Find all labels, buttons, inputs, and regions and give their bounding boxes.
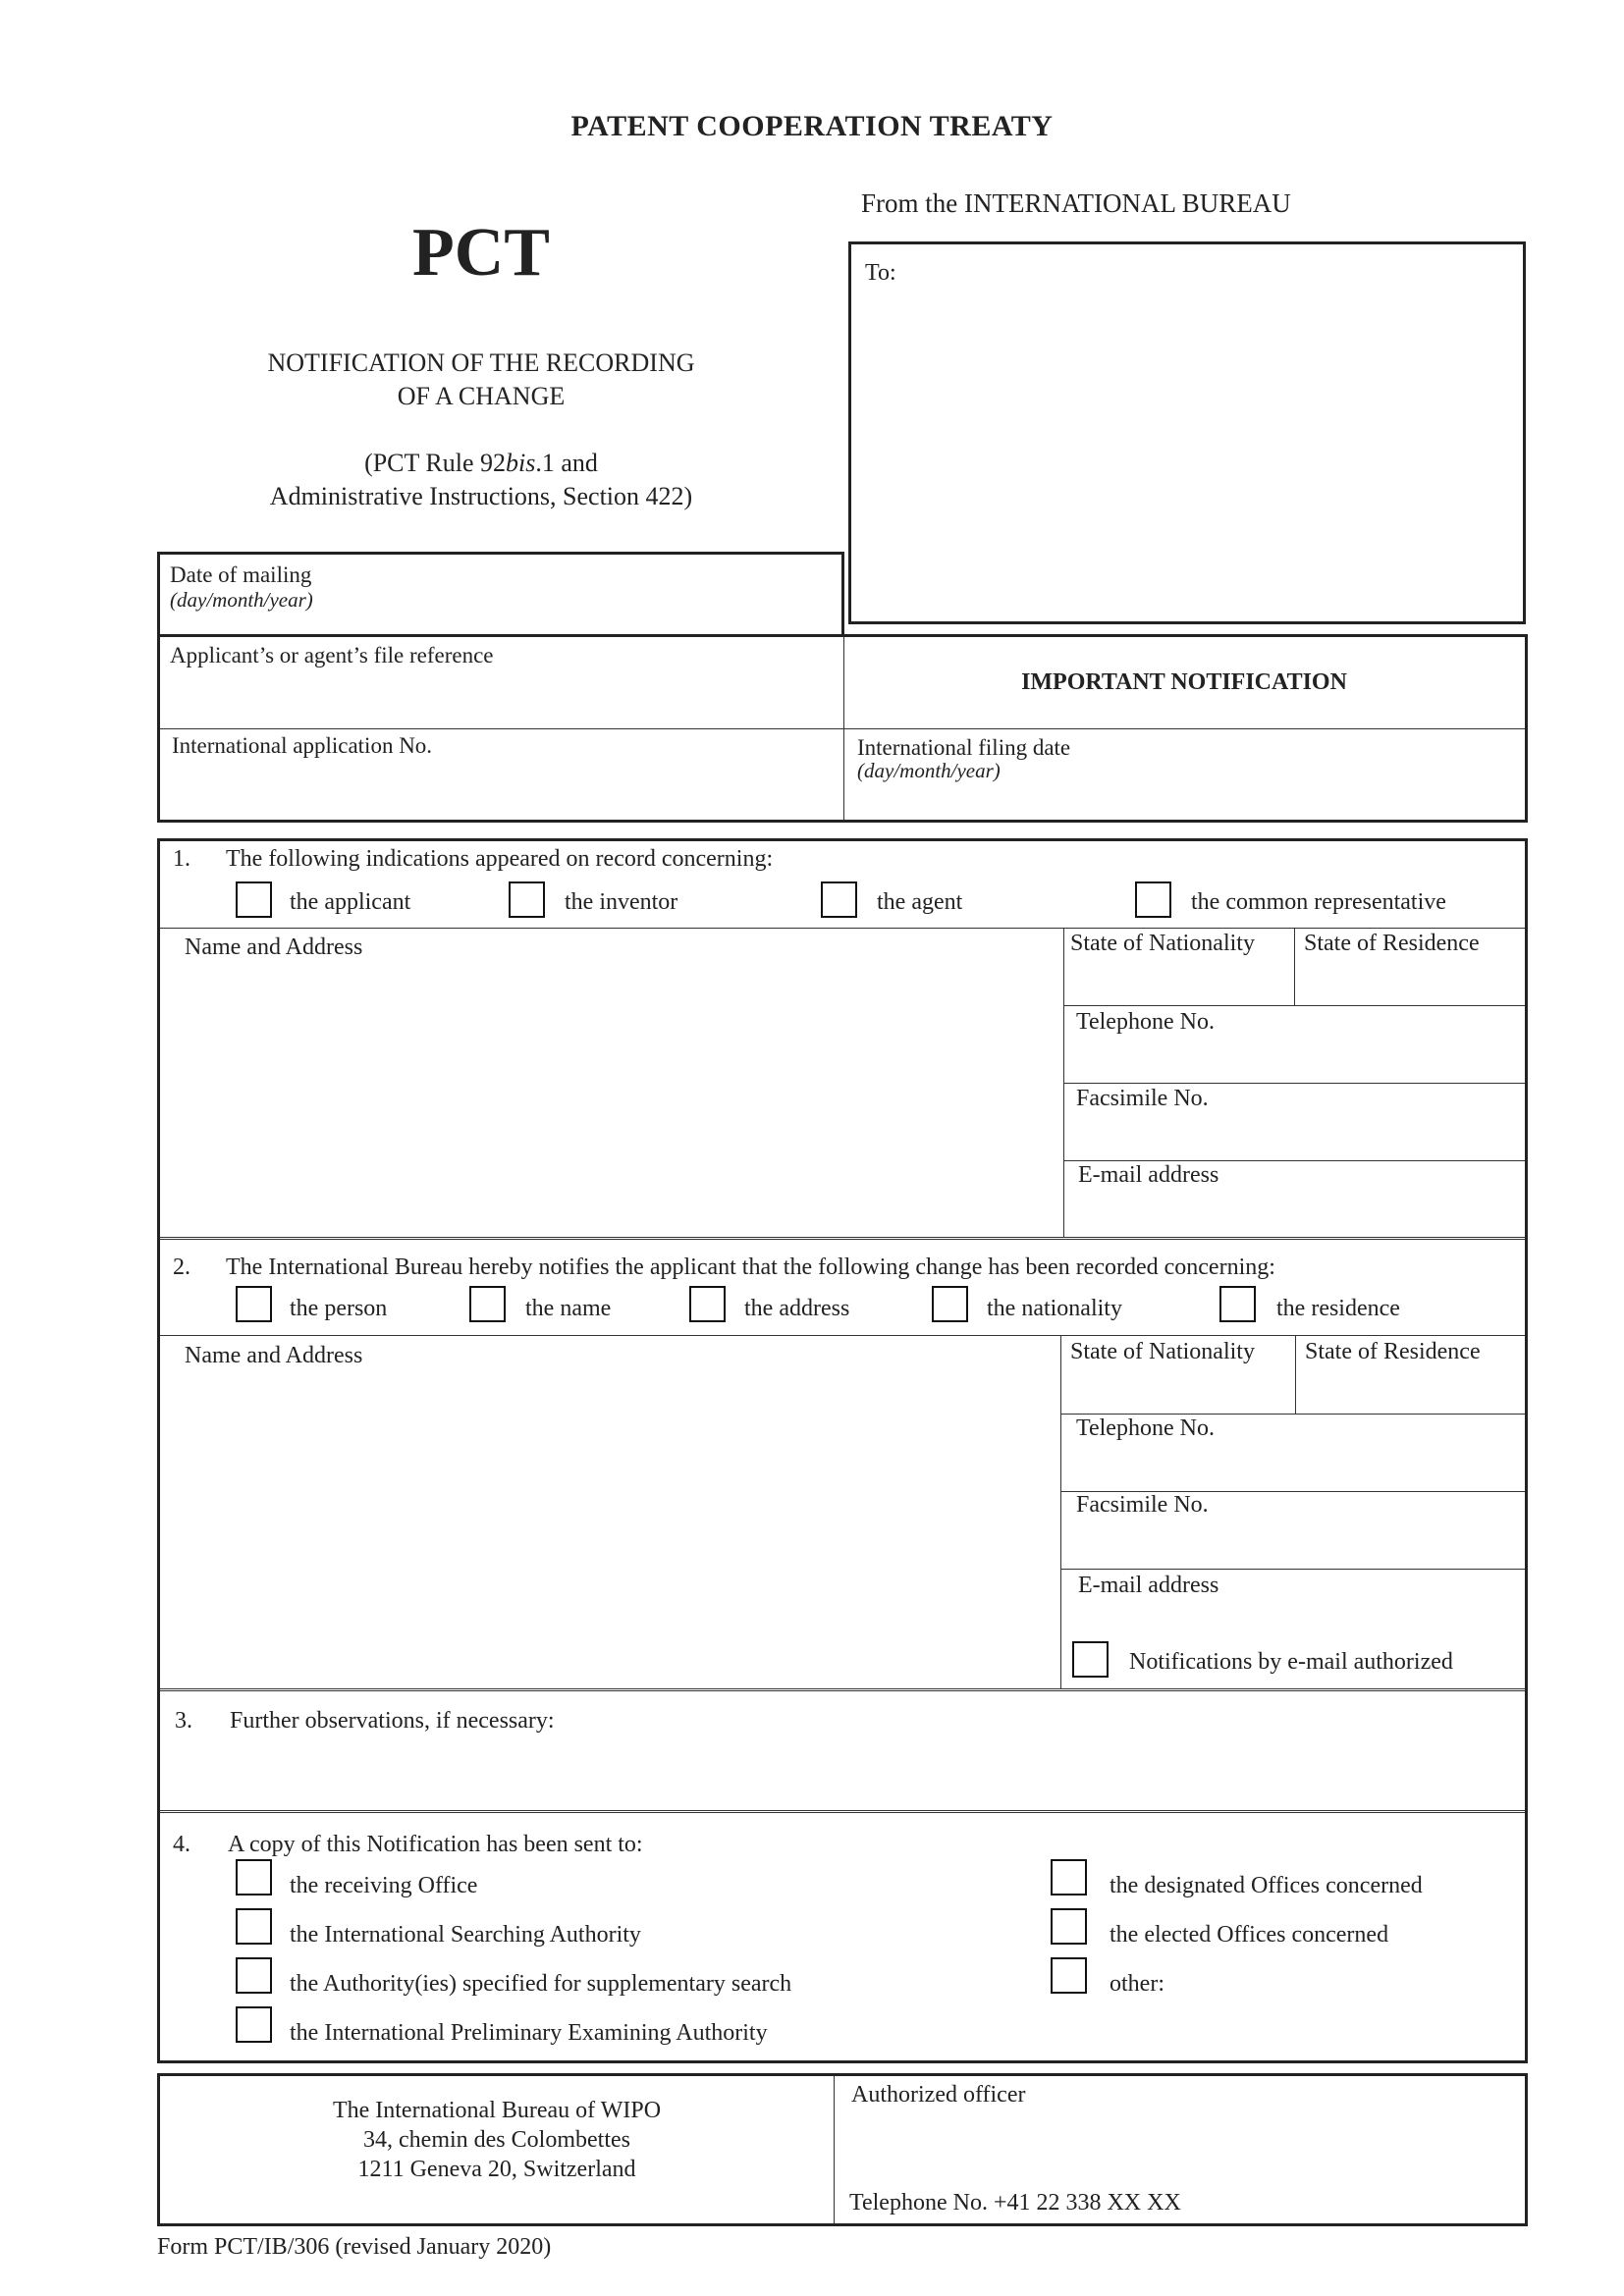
section4-number: 4. — [173, 1832, 190, 1857]
pct-logo-text: PCT — [412, 215, 550, 291]
checkbox-nationality[interactable] — [932, 1286, 968, 1322]
section3-text: Further observations, if necessary: — [230, 1708, 555, 1734]
application-number-label: International application No. — [172, 733, 433, 758]
section1-residence-label: State of Residence — [1304, 931, 1480, 956]
checkbox-designated-offices[interactable] — [1051, 1859, 1087, 1896]
application-info-block — [157, 634, 1528, 823]
section1-text: The following indications appeared on record concerning: — [226, 846, 774, 872]
checkbox-applicant[interactable] — [236, 881, 272, 918]
other-label: other: — [1110, 1971, 1164, 1997]
section1-nationality-label: State of Nationality — [1070, 931, 1255, 956]
section2-residence-label: State of Residence — [1305, 1339, 1481, 1364]
date-of-mailing-field[interactable] — [157, 552, 844, 634]
file-reference-label: Applicant’s or agent’s file reference — [170, 643, 494, 667]
section1-email-label: E-mail address — [1078, 1162, 1219, 1188]
form-title-line2: OF A CHANGE — [397, 382, 566, 410]
form-title — [245, 347, 717, 413]
preliminary-examining-authority-label: the International Preliminary Examining Authority — [290, 2020, 768, 2046]
wipo-address — [160, 2096, 834, 2184]
from-label: From the INTERNATIONAL BUREAU — [861, 188, 1291, 218]
checkbox-common-representative-label: the common representative — [1191, 889, 1446, 915]
section1-number: 1. — [173, 846, 190, 872]
checkbox-receiving-office[interactable] — [236, 1859, 272, 1896]
important-notification: IMPORTANT NOTIFICATION — [1021, 669, 1347, 695]
section2-telephone-label: Telephone No. — [1076, 1415, 1215, 1441]
treaty-title: PATENT COOPERATION TREATY — [570, 110, 1054, 142]
wipo-address-line2: 34, chemin des Colombettes — [363, 2127, 630, 2153]
wipo-address-line3: 1211 Geneva 20, Switzerland — [357, 2157, 636, 2182]
checkbox-international-searching-authority[interactable] — [236, 1908, 272, 1945]
filing-date-format: (day/month/year) — [857, 759, 1001, 782]
recipient-box[interactable] — [848, 241, 1526, 624]
section2-nationality-label: State of Nationality — [1070, 1339, 1255, 1364]
section1-telephone-label: Telephone No. — [1076, 1009, 1215, 1035]
checkbox-common-representative[interactable] — [1135, 881, 1171, 918]
footer-box — [157, 2073, 1528, 2226]
checkbox-inventor-label: the inventor — [565, 889, 678, 915]
checkbox-address-label: the address — [744, 1296, 850, 1321]
checkbox-elected-offices[interactable] — [1051, 1908, 1087, 1945]
checkbox-agent-label: the agent — [877, 889, 963, 915]
checkbox-agent[interactable] — [821, 881, 857, 918]
checkbox-person[interactable] — [236, 1286, 272, 1322]
filing-date-label: International filing date — [857, 735, 1071, 760]
section1-facsimile-label: Facsimile No. — [1076, 1086, 1209, 1111]
checkbox-inventor[interactable] — [509, 881, 545, 918]
to-label: To: — [865, 260, 896, 286]
authorized-officer-telephone: Telephone No. +41 22 338 XX XX — [849, 2190, 1181, 2216]
section2-text: The International Bureau hereby notifies the applicant that the following change has been recorded concerning: — [226, 1255, 1275, 1280]
checkbox-applicant-label: the applicant — [290, 889, 411, 915]
section1-name-address-label: Name and Address — [185, 934, 363, 960]
checkbox-name-label: the name — [525, 1296, 612, 1321]
section2-facsimile-label: Facsimile No. — [1076, 1492, 1209, 1518]
date-of-mailing-label: Date of mailing — [170, 562, 312, 587]
checkbox-residence[interactable] — [1219, 1286, 1256, 1322]
checkbox-nationality-label: the nationality — [987, 1296, 1122, 1321]
international-searching-authority-label: the International Searching Authority — [290, 1922, 641, 1948]
section3-number: 3. — [175, 1708, 192, 1734]
supplementary-search-label: the Authority(ies) specified for supplementary search — [290, 1971, 792, 1997]
checkbox-email-authorized-label: Notifications by e-mail authorized — [1129, 1649, 1453, 1675]
form-number: Form PCT/IB/306 (revised January 2020) — [157, 2234, 552, 2260]
checkbox-residence-label: the residence — [1276, 1296, 1400, 1321]
checkbox-address[interactable] — [689, 1286, 726, 1322]
designated-offices-label: the designated Offices concerned — [1110, 1873, 1423, 1898]
section2-number: 2. — [173, 1255, 190, 1280]
wipo-address-line1: The International Bureau of WIPO — [332, 2098, 662, 2123]
checkbox-supplementary-search[interactable] — [236, 1957, 272, 1994]
receiving-office-label: the receiving Office — [290, 1873, 478, 1898]
checkbox-preliminary-examining-authority[interactable] — [236, 2006, 272, 2043]
checkbox-name[interactable] — [469, 1286, 506, 1322]
rule-reference: (PCT Rule 92bis.1 and Administrative Instructions, Section 422) — [269, 449, 693, 510]
section2-name-address-label: Name and Address — [185, 1343, 363, 1368]
date-format-label: (day/month/year) — [170, 588, 313, 612]
authorized-officer-label: Authorized officer — [851, 2082, 1026, 2108]
checkbox-person-label: the person — [290, 1296, 388, 1321]
checkbox-email-authorized[interactable] — [1072, 1641, 1109, 1678]
elected-offices-label: the elected Offices concerned — [1110, 1922, 1389, 1948]
checkbox-other[interactable] — [1051, 1957, 1087, 1994]
section4-text: A copy of this Notification has been sent to: — [228, 1832, 643, 1857]
section2-email-label: E-mail address — [1078, 1573, 1219, 1598]
form-title-line1: NOTIFICATION OF THE RECORDING — [267, 348, 695, 377]
